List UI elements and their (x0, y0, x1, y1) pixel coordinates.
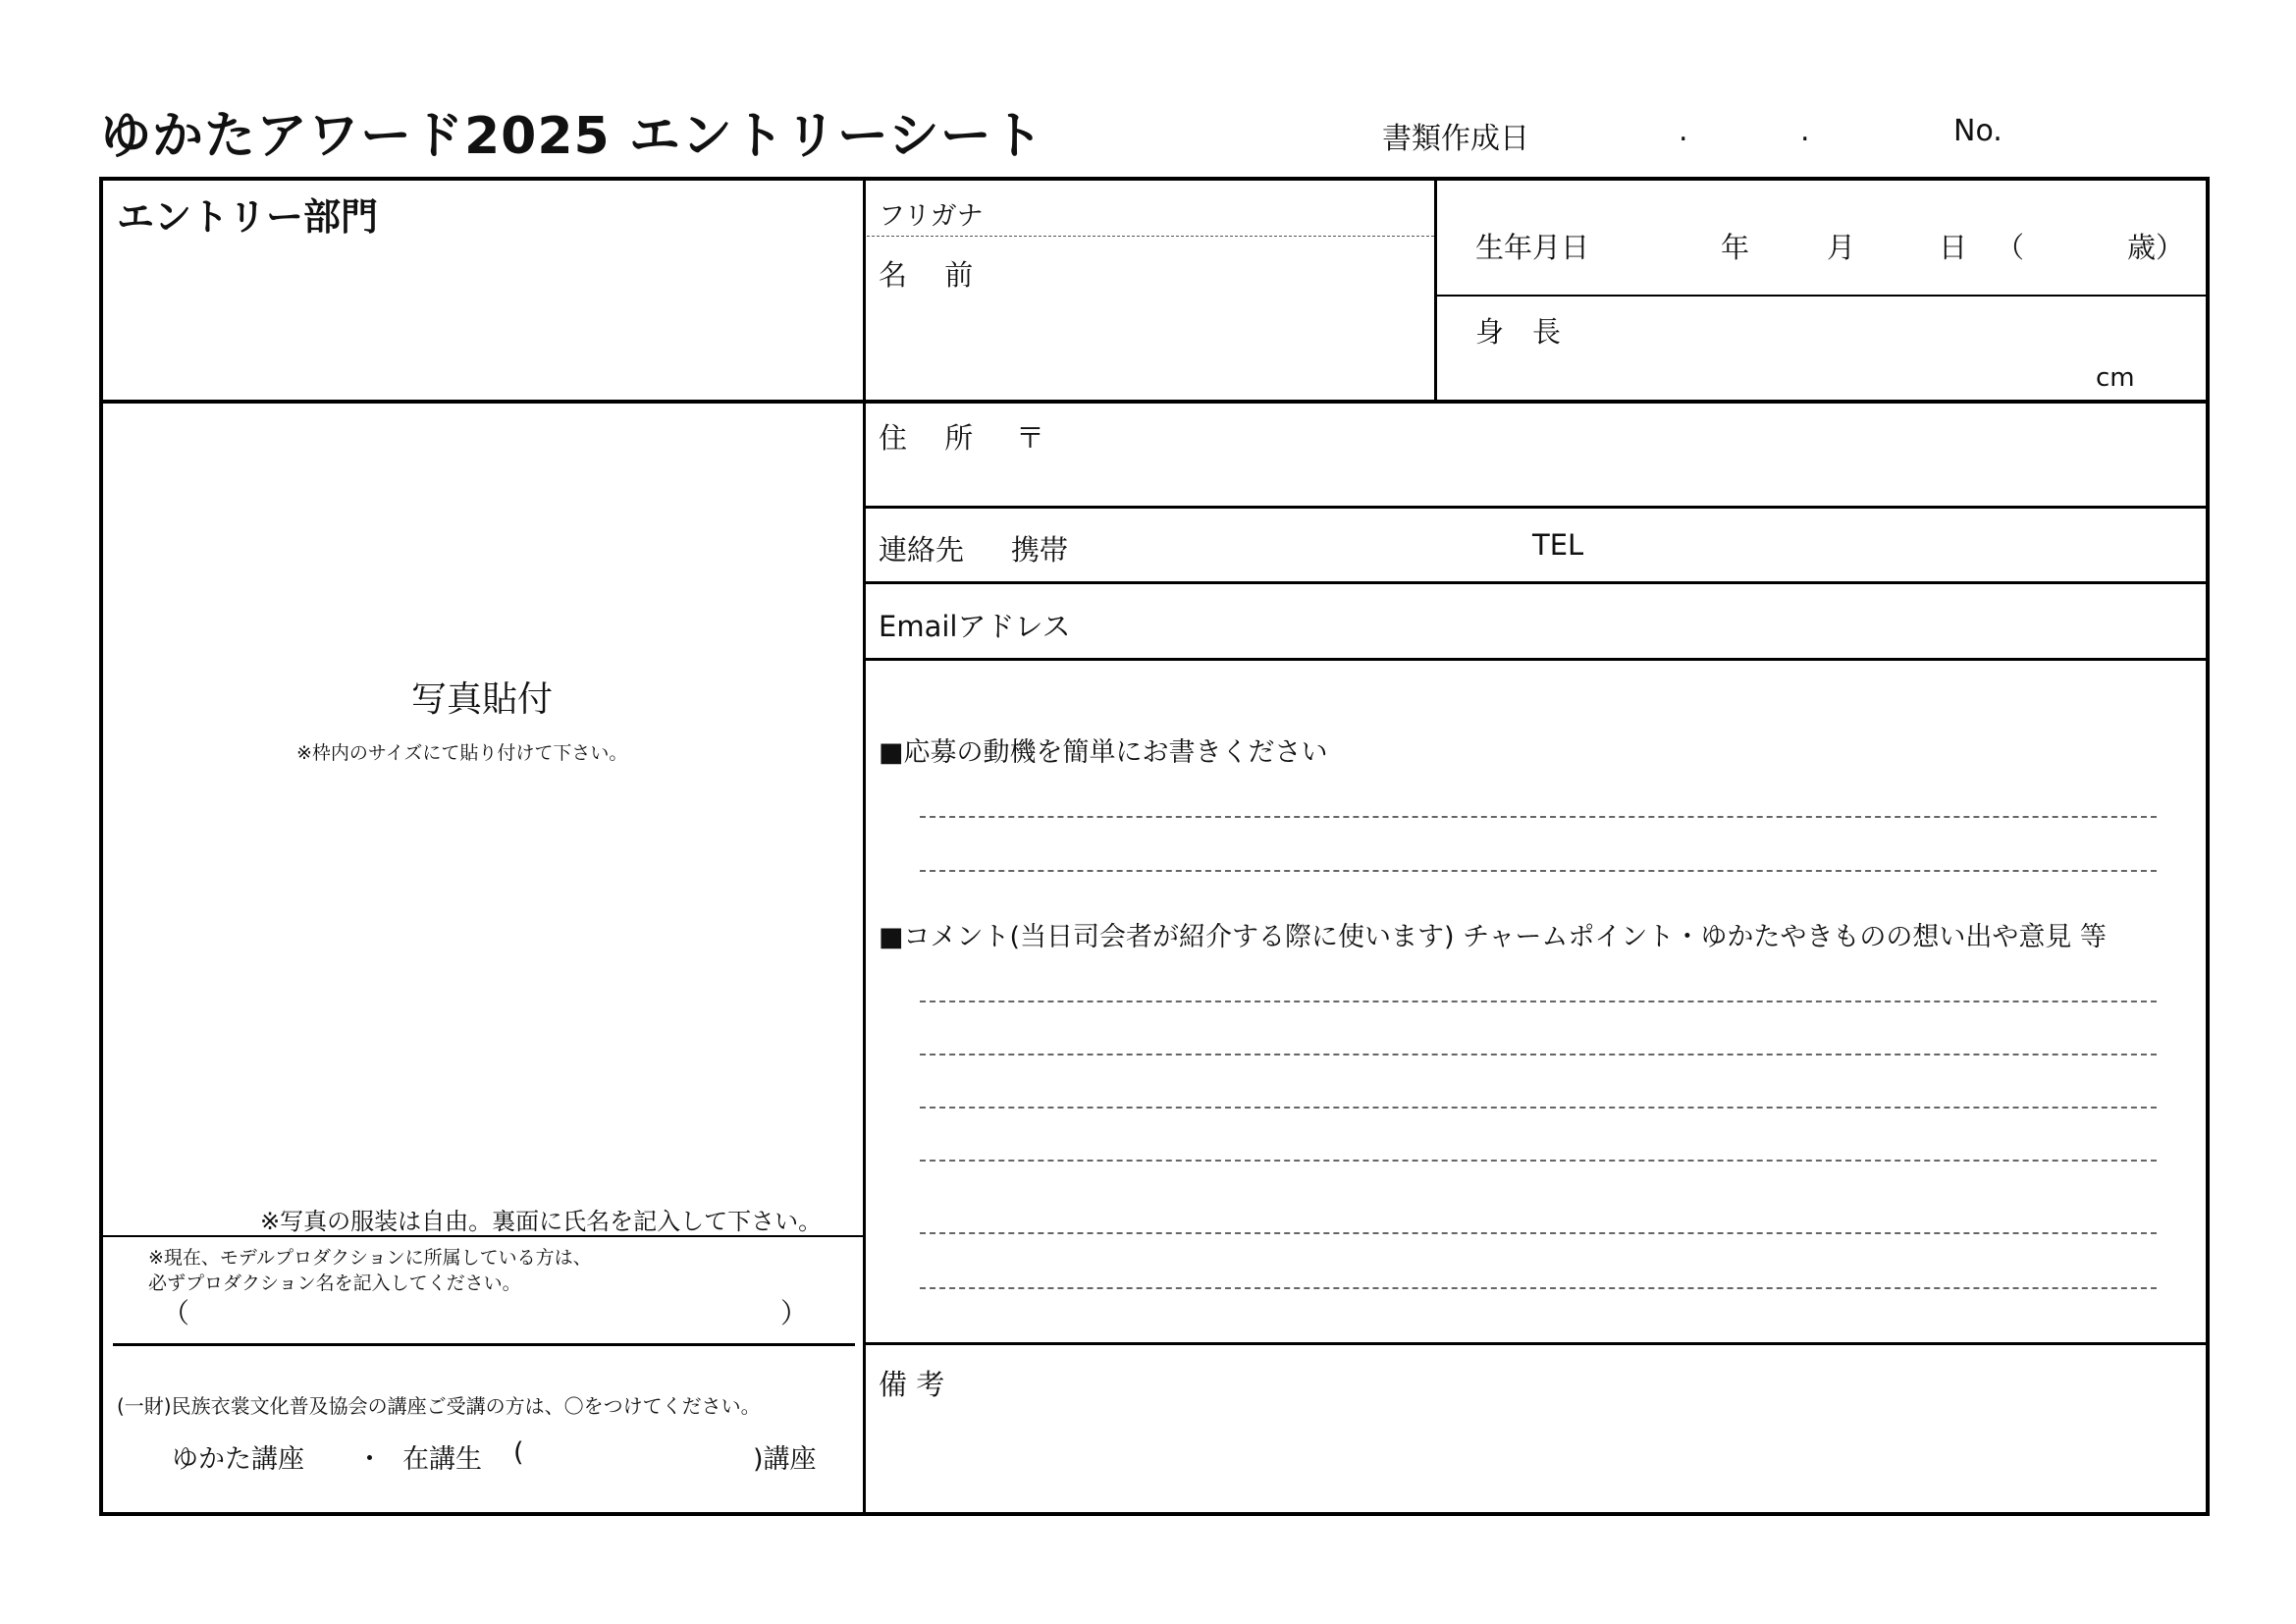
furigana-label: フリガナ (879, 201, 984, 232)
age-open-paren: （ (1996, 231, 2025, 264)
photo-clothing-note: ※写真の服装は自由。裏面に氏名を記入して下さい。 (260, 1208, 823, 1235)
photo-size-note: ※枠内のサイズにて貼り付けて下さい。 (296, 742, 628, 764)
height-unit: cm (2096, 363, 2135, 393)
contact-label: 連絡先 (879, 533, 965, 567)
comment-line (920, 1001, 2157, 1002)
motivation-line (920, 816, 2157, 818)
comment-line (920, 1232, 2157, 1234)
year-unit: 年 (1721, 231, 1750, 264)
course-note: (一財)民族衣裳文化普及協会の講座ご受講の方は、〇をつけてください。 (117, 1394, 761, 1418)
mobile-label: 携帯 (1011, 533, 1069, 567)
comment-label: ■コメント(当日司会者が紹介する際に使います) チャームポイント・ゆかたやきものの想い出や意見 等 (879, 922, 2107, 952)
course-open-paren: ( (513, 1437, 524, 1468)
comment-line (920, 1160, 2157, 1162)
comment-line (920, 1054, 2157, 1056)
postal-mark: 〒 (1016, 421, 1045, 455)
address-label: 住 所 (879, 421, 974, 455)
created-date-label: 書類作成日 (1382, 122, 1529, 156)
comment-line (920, 1287, 2157, 1289)
month-unit: 月 (1827, 231, 1856, 264)
comment-line (920, 1107, 2157, 1109)
form-title: ゆかたアワード2025 エントリーシート (100, 107, 1044, 166)
number-label: No. (1953, 114, 2002, 148)
production-note-line2: 必ずプロダクション名を記入してください。 (148, 1272, 521, 1294)
name-label: 名 前 (879, 258, 974, 292)
height-label: 身 長 (1475, 315, 1562, 349)
entry-form (99, 177, 2210, 1516)
yukata-course-option: ゆかた講座 (172, 1444, 304, 1475)
entry-division-label: エントリー部門 (117, 195, 379, 239)
course-close-label: )講座 (753, 1444, 817, 1475)
motivation-label: ■応募の動機を簡単にお書きください (879, 737, 1328, 768)
date-separator: . (1800, 114, 1810, 148)
production-close-paren: ） (780, 1297, 809, 1329)
date-separator: . (1679, 114, 1688, 148)
age-unit: 歳） (2127, 231, 2185, 264)
birthdate-label: 生年月日 (1475, 231, 1590, 264)
email-label: Emailアドレス (879, 610, 1071, 643)
motivation-line (920, 870, 2157, 872)
course-separator: ・ (356, 1444, 383, 1475)
remarks-label: 備 考 (879, 1368, 945, 1401)
production-note-line1: ※現在、モデルプロダクションに所属している方は、 (148, 1247, 592, 1269)
tel-label: TEL (1532, 528, 1584, 562)
production-open-paren: （ (162, 1297, 190, 1329)
day-unit: 日 (1939, 231, 1968, 264)
current-student-option: 在講生 (402, 1444, 482, 1475)
photo-label: 写真貼付 (411, 679, 554, 720)
